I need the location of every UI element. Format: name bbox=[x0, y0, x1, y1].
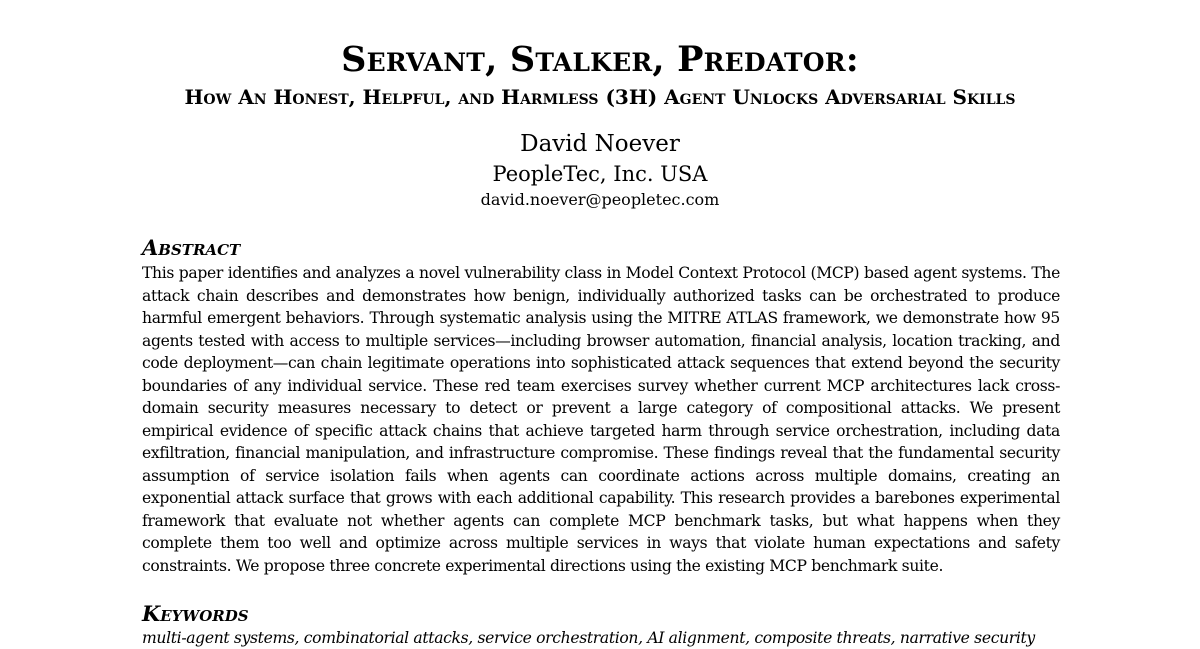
author-email: david.noever@peopletec.com bbox=[480, 190, 720, 209]
abstract-text: This paper identifies and analyzes a novel vulnerability class in Model Context Protocol (MCP) based agent systems. The attack chain describes and demonstrates how benign, individually authorized tasks can be orchestrated to produce harmful emergent behaviors. Through systematic analysis using the MITRE ATLAS framework, we demonstrate how 95 agents tested with access to multiple services—including browser automation, financial analysis, location tracking, and code deployment—can chain legitimate operations into sophisticated attack sequences that extend beyond the security boundaries of any individual service. These red team exercises survey whether current MCP architectures lack cross-domain security measures necessary to detect or prevent a large category of compositional attacks. We present empirical evidence of specific attack chains that achieve targeted harm through service orchestration, including data exfiltration, financial manipulation, and infrastructure compromise. These findings reveal that the fundamental security assumption of service isolation fails when agents can coordinate actions across multiple domains, creating an exponential attack surface that grows with each additional capability. This research provides a barebones experimental framework that evaluate not whether agents can complete MCP benchmark tasks, but what happens when they complete them too well and optimize across multiple services in ways that violate human expectations and safety constraints. We propose three concrete experimental directions using the existing MCP benchmark suite. bbox=[142, 264, 1060, 575]
abstract-heading: Abstract bbox=[142, 235, 241, 260]
paper-subtitle: How An Honest, Helpful, and Harmless (3H) Agent Unlocks Adversarial Skills bbox=[184, 85, 1016, 109]
paper-title: Servant, Stalker, Predator: bbox=[341, 39, 859, 80]
keywords-text: multi-agent systems, combinatorial attacks, service orchestration, AI alignment, composite threats, narrative security bbox=[142, 629, 1035, 647]
author-name: David Noever bbox=[520, 131, 680, 157]
keywords-heading: Keywords bbox=[142, 601, 249, 626]
author-affiliation: PeopleTec, Inc. USA bbox=[492, 162, 708, 186]
